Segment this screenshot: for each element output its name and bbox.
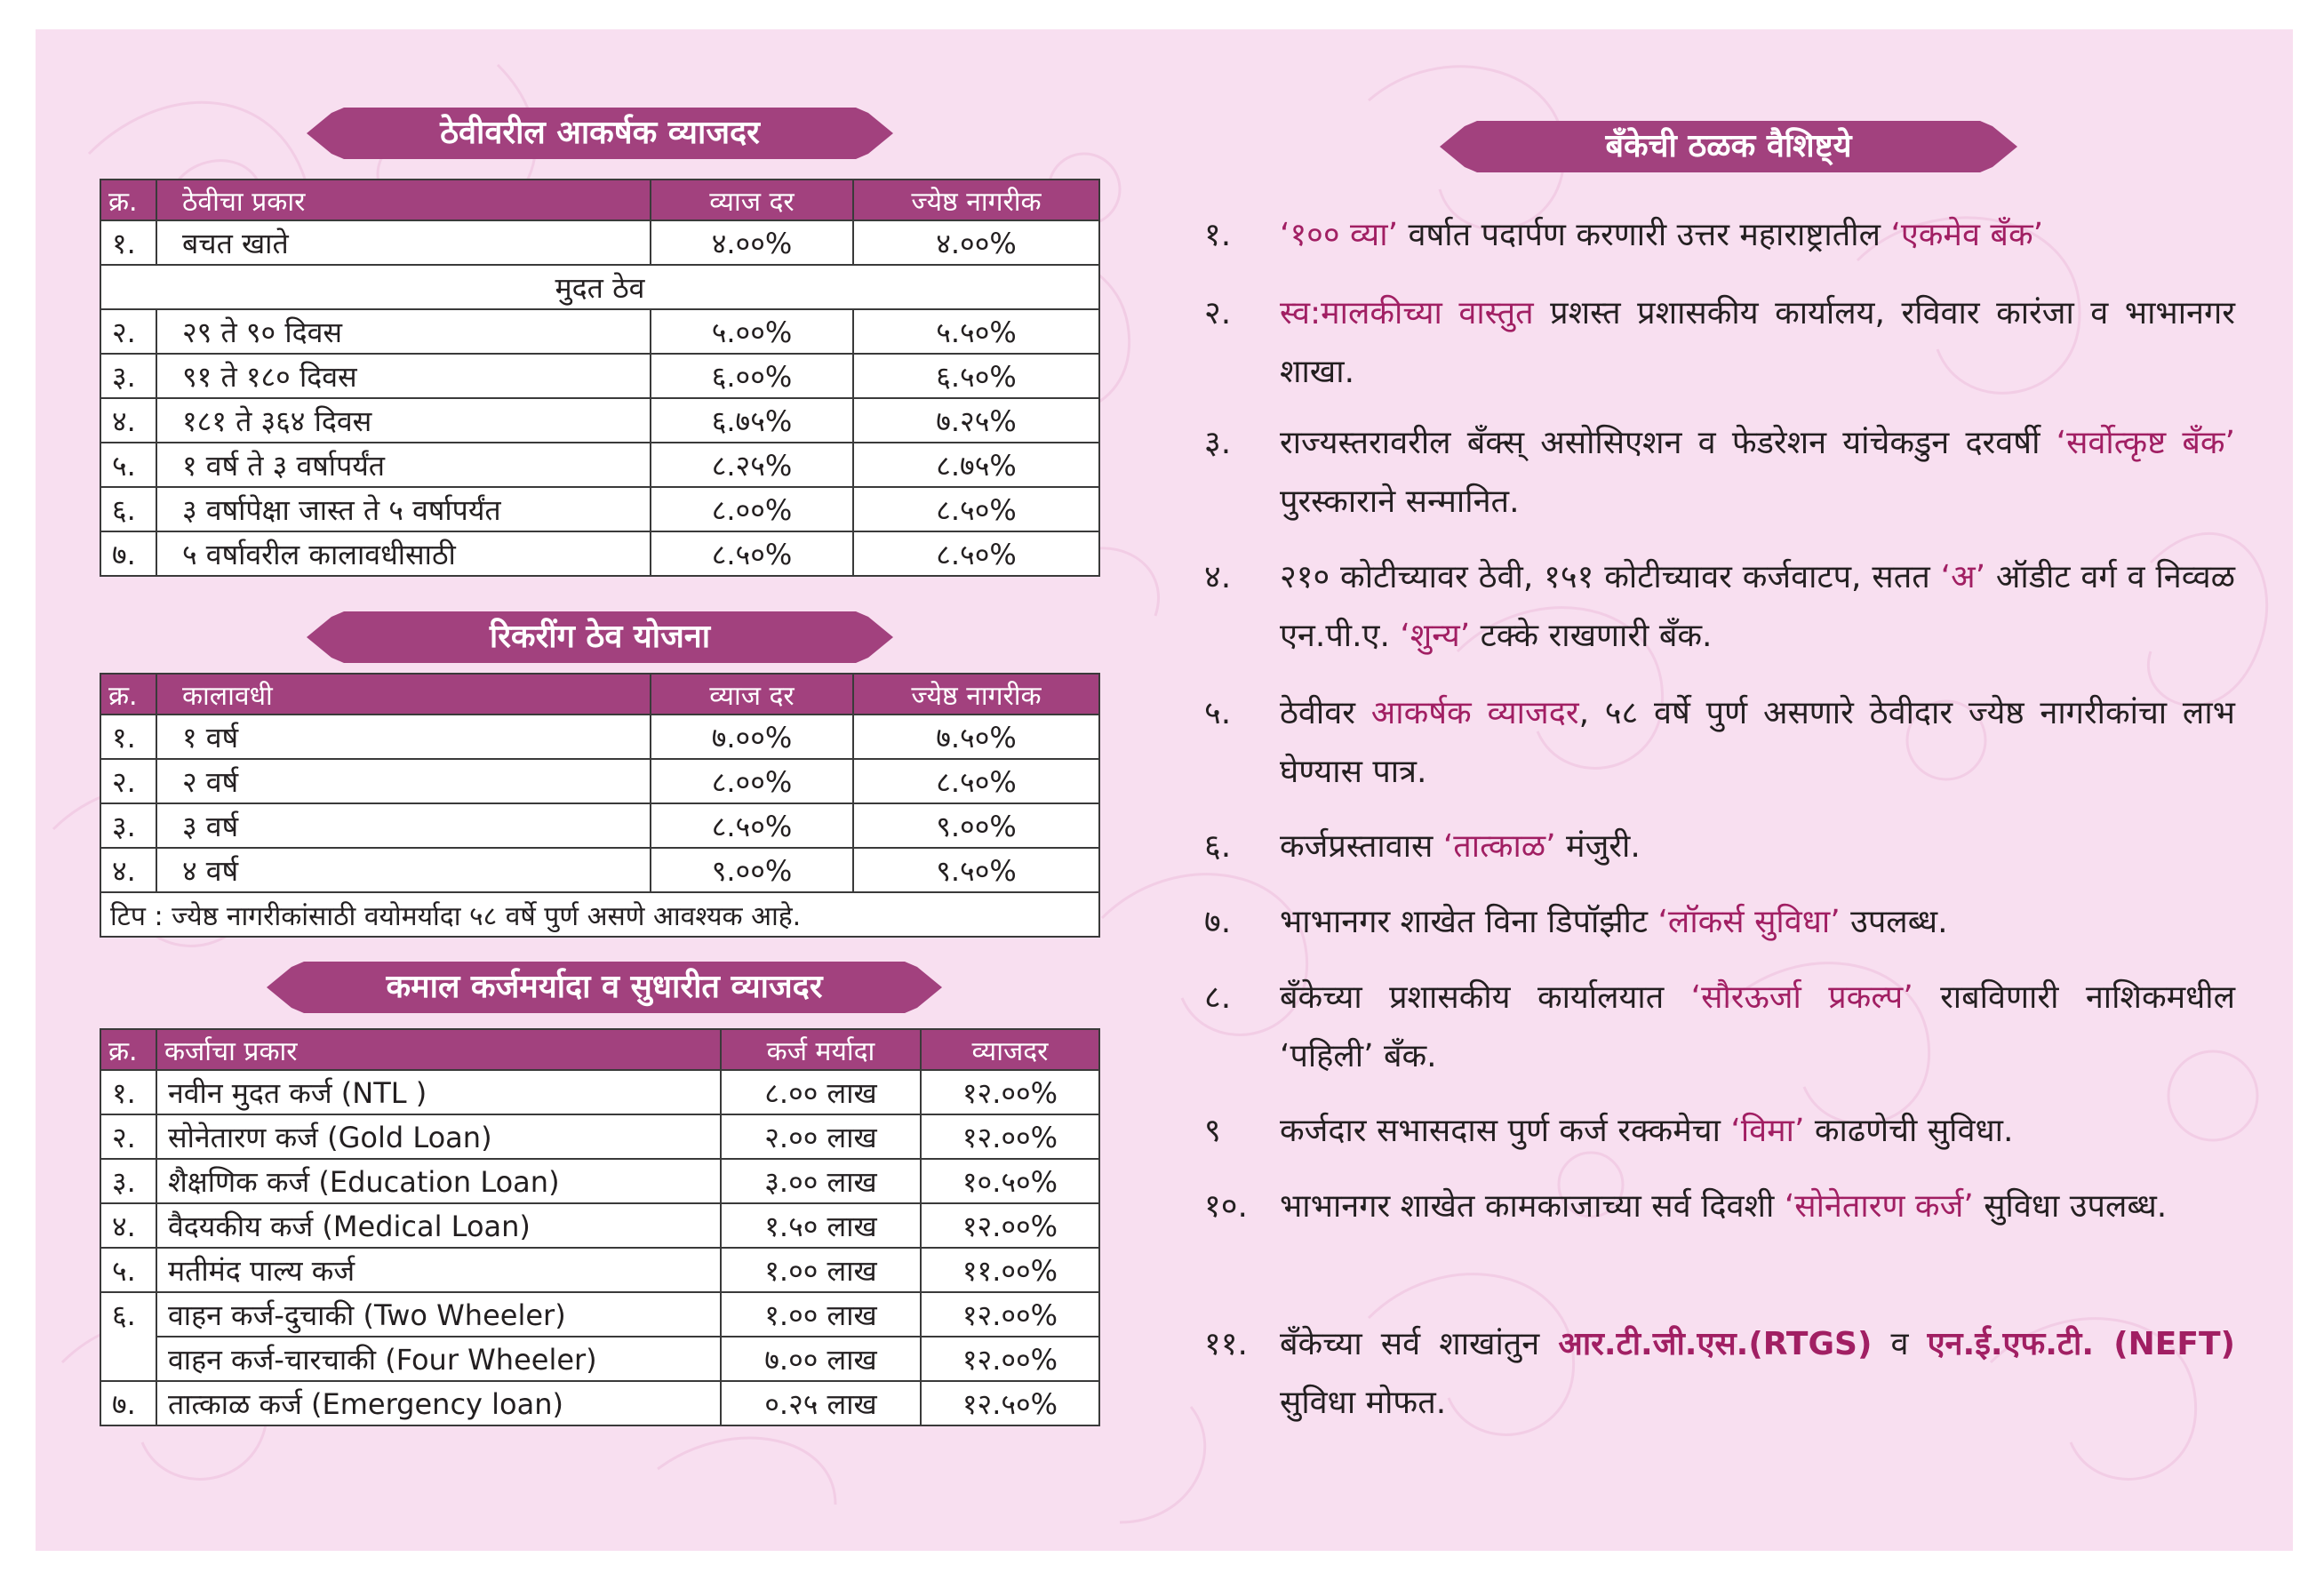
feature-item-9 [1204, 1102, 2235, 1161]
row-sno: ६. [100, 487, 156, 531]
header-type: ठेवीचा प्रकार [156, 180, 651, 220]
feature-text-part: ऑडीट वर्ग व निव्वळ एन.पी.ए. [1280, 559, 2235, 654]
table-row [100, 1159, 1099, 1203]
feature-text [1280, 684, 2235, 802]
feature-text [1280, 969, 2235, 1086]
table-row [100, 531, 1099, 576]
table-row [100, 1248, 1099, 1292]
feature-item-11 [1204, 1315, 2235, 1433]
row-limit: २.०० लाख [721, 1114, 921, 1159]
row-sno: २. [100, 309, 156, 354]
row-period: १ वर्ष [156, 715, 651, 759]
recurring-title: रिकरींग ठेव योजना [489, 619, 711, 655]
row-rate: ४.००% [651, 220, 853, 265]
row-type: सोनेतारण कर्ज (Gold Loan) [156, 1114, 721, 1159]
header-senior: ज्येष्ठ नागरीक [853, 180, 1099, 220]
row-rate: ११.००% [921, 1248, 1099, 1292]
row-rate: ५.००% [651, 309, 853, 354]
feature-highlight: ‘सोनेतारण कर्ज’ [1784, 1188, 1974, 1225]
deposit-rates-table [100, 179, 1100, 577]
feature-text-part: , ५८ वर्षे पुर्ण असणारे ठेवीदार ज्येष्ठ नागरीकांचा लाभ घेण्यास पात्र. [1280, 695, 2235, 790]
table-row [100, 1381, 1099, 1425]
row-senior: ८.७५% [853, 443, 1099, 487]
feature-text-part: काढणेची सुविधा. [1804, 1113, 2014, 1149]
feature-text-part: मंजुरी. [1555, 828, 1641, 865]
table-row [100, 309, 1099, 354]
header-sno: क्र. [100, 180, 156, 220]
row-rate: १०.५०% [921, 1159, 1099, 1203]
row-type: मतीमंद पाल्य कर्ज [156, 1248, 721, 1292]
feature-text [1280, 414, 2235, 531]
row-type: वैदयकीय कर्ज (Medical Loan) [156, 1203, 721, 1248]
row-rate: ६.००% [651, 354, 853, 398]
feature-number: २. [1204, 295, 1232, 331]
row-sno: २. [100, 759, 156, 803]
row-limit: ७.०० लाख [721, 1337, 921, 1381]
recurring-rates-table [100, 673, 1100, 938]
feature-text [1280, 206, 2235, 265]
row-type: ३ वर्षापेक्षा जास्त ते ५ वर्षापर्यंत [156, 487, 651, 531]
row-sno: १. [100, 715, 156, 759]
row-sno: ३. [100, 803, 156, 848]
feature-number: ४. [1204, 559, 1232, 595]
feature-item-4 [1204, 548, 2235, 666]
row-limit: १.०० लाख [721, 1248, 921, 1292]
feature-number: ९ [1204, 1113, 1221, 1149]
table-row [100, 1070, 1099, 1114]
feature-item-2 [1204, 284, 2235, 402]
row-limit: ३.०० लाख [721, 1159, 921, 1203]
row-period: २ वर्ष [156, 759, 651, 803]
row-rate: ८.५०% [651, 803, 853, 848]
table-row [100, 398, 1099, 443]
feature-highlight: ‘तात्काळ’ [1442, 828, 1556, 865]
row-rate: १२.००% [921, 1337, 1099, 1381]
row-type: १८१ ते ३६४ दिवस [156, 398, 651, 443]
feature-text-part: २१० कोटीच्यावर ठेवी, १५१ कोटीच्यावर कर्जवाटप, सतत [1280, 559, 1941, 595]
feature-text-part: वर्षात पदार्पण करणारी उत्तर महाराष्ट्रातील [1398, 217, 1891, 253]
row-rate: ८.००% [651, 759, 853, 803]
row-senior: ४.००% [853, 220, 1099, 265]
feature-item-8 [1204, 969, 2235, 1086]
table-row [100, 848, 1099, 892]
feature-number: १. [1204, 217, 1232, 253]
header-sno: क्र. [100, 674, 156, 715]
row-sno: ५. [100, 1248, 156, 1292]
row-period: ३ वर्ष [156, 803, 651, 848]
header-senior: ज्येष्ठ नागरीक [853, 674, 1099, 715]
features-title: बँकेची ठळक वैशिष्ट्ये [1605, 128, 1852, 164]
feature-number: १०. [1204, 1188, 1248, 1225]
table-row [100, 715, 1099, 759]
feature-text-part: राज्यस्तरावरील बँक्स् असोसिएशन व फेडरेशन यांचेकडुन दरवर्षी [1280, 425, 2056, 461]
feature-highlight: स्व:मालकीच्या वास्तुत [1280, 295, 1534, 331]
table-header-row [100, 1029, 1099, 1070]
fixed-deposit-subheader [100, 265, 1099, 309]
feature-text-part: भाभानगर शाखेत कामकाजाच्या सर्व दिवशी [1280, 1188, 1785, 1225]
feature-number: ३. [1204, 425, 1232, 461]
header-type: कर्जाचा प्रकार [156, 1029, 721, 1070]
feature-number: ६. [1204, 828, 1232, 865]
row-sno: ३. [100, 1159, 156, 1203]
feature-text-part: पुरस्काराने सन्मानित. [1280, 483, 1520, 520]
table-row [100, 443, 1099, 487]
row-senior: ५.५०% [853, 309, 1099, 354]
header-limit: कर्ज मर्यादा [721, 1029, 921, 1070]
feature-highlight: ‘लॉकर्स सुविधा’ [1657, 904, 1841, 940]
feature-text-part: कर्जप्रस्तावास [1280, 828, 1443, 865]
feature-highlight: ‘शुन्य’ [1400, 618, 1471, 654]
row-rate: ८.५०% [651, 531, 853, 576]
row-sno: २. [100, 1114, 156, 1159]
feature-number: ५. [1204, 695, 1232, 731]
table-row [100, 487, 1099, 531]
feature-item-5 [1204, 684, 2235, 802]
feature-text [1280, 893, 2235, 952]
row-sno: ४. [100, 398, 156, 443]
feature-text-part: ठेवीवर [1280, 695, 1371, 731]
feature-highlight: एन.ई.एफ.टी. (NEFT) [1927, 1326, 2235, 1362]
row-senior: ८.५०% [853, 487, 1099, 531]
feature-highlight: ‘विमा’ [1730, 1113, 1805, 1149]
table-row [100, 1337, 1099, 1381]
row-type: नवीन मुदत कर्ज (NTL ) [156, 1070, 721, 1114]
feature-highlight: आर.टी.जी.एस.(RTGS) [1558, 1326, 1873, 1362]
row-type: बचत खाते [156, 220, 651, 265]
row-rate: ९.००% [651, 848, 853, 892]
row-type: २९ ते ९० दिवस [156, 309, 651, 354]
table-row [100, 803, 1099, 848]
row-rate: ८.००% [651, 487, 853, 531]
header-sno: क्र. [100, 1029, 156, 1070]
row-period: ४ वर्ष [156, 848, 651, 892]
row-sno: ३. [100, 354, 156, 398]
row-limit: १.०० लाख [721, 1292, 921, 1337]
feature-text [1280, 1178, 2235, 1236]
feature-number: ११. [1204, 1326, 1248, 1362]
row-type: वाहन कर्ज-चारचाकी (Four Wheeler) [156, 1337, 721, 1381]
row-sno: १. [100, 220, 156, 265]
recurring-title-banner [307, 611, 893, 663]
row-rate: १२.००% [921, 1114, 1099, 1159]
row-rate: १२.००% [921, 1070, 1099, 1114]
feature-text-part: भाभानगर शाखेत विना डिपॉझीट [1280, 904, 1658, 940]
row-senior: ८.५०% [853, 531, 1099, 576]
row-type: वाहन कर्ज-दुचाकी (Two Wheeler) [156, 1292, 721, 1337]
feature-text-part: बँकेच्या सर्व शाखांतुन [1280, 1326, 1559, 1362]
row-senior: ७.५०% [853, 715, 1099, 759]
row-sno [100, 1337, 156, 1381]
fd-label: मुदत ठेव [100, 265, 1099, 309]
feature-text [1280, 1315, 2235, 1433]
row-sno: ५. [100, 443, 156, 487]
table-header-row [100, 674, 1099, 715]
header-rate: व्याज दर [651, 180, 853, 220]
table-row [100, 220, 1099, 265]
row-sno: ४. [100, 1203, 156, 1248]
row-type: १ वर्ष ते ३ वर्षापर्यंत [156, 443, 651, 487]
row-sno: ४. [100, 848, 156, 892]
row-senior: ९.५०% [853, 848, 1099, 892]
feature-item-10 [1204, 1178, 2235, 1236]
row-rate: ६.७५% [651, 398, 853, 443]
feature-text-part: प्रशस्त प्रशासकीय कार्यालय, रविवार कारंजा व भाभानगर शाखा. [1280, 295, 2235, 390]
feature-text-part: व [1872, 1326, 1928, 1362]
row-sno: ६. [100, 1292, 156, 1337]
table-row [100, 1203, 1099, 1248]
row-limit: १.५० लाख [721, 1203, 921, 1248]
feature-highlight: आकर्षक व्याजदर [1370, 695, 1579, 731]
feature-highlight: ‘एकमेव बँक’ [1890, 217, 2044, 253]
table-row [100, 1114, 1099, 1159]
row-rate: ८.२५% [651, 443, 853, 487]
table-row [100, 759, 1099, 803]
feature-text-part: सुविधा मोफत. [1280, 1385, 1447, 1421]
deposit-title-banner [307, 108, 893, 159]
row-type: ९१ ते १८० दिवस [156, 354, 651, 398]
row-type: ५ वर्षावरील कालावधीसाठी [156, 531, 651, 576]
feature-text-part: कर्जदार सभासदास पुर्ण कर्ज रक्कमेचा [1280, 1113, 1731, 1149]
feature-number: ७. [1204, 904, 1232, 940]
feature-highlight: ‘अ’ [1940, 559, 1986, 595]
row-senior: ७.२५% [853, 398, 1099, 443]
loan-title: कमाल कर्जमर्यादा व सुधारीत व्याजदर [386, 969, 823, 1005]
row-type: शैक्षणिक कर्ज (Education Loan) [156, 1159, 721, 1203]
row-rate: १२.००% [921, 1292, 1099, 1337]
feature-item-6 [1204, 818, 2235, 876]
row-limit: ८.०० लाख [721, 1070, 921, 1114]
feature-text-part: टक्के राखणारी बँक. [1470, 618, 1713, 654]
row-rate: ७.००% [651, 715, 853, 759]
feature-item-3 [1204, 414, 2235, 531]
note-row [100, 892, 1099, 937]
features-title-banner [1440, 121, 2017, 172]
table-row [100, 354, 1099, 398]
feature-item-7 [1204, 893, 2235, 952]
feature-highlight: ‘सौरऊर्जा प्रकल्प’ [1690, 979, 1913, 1016]
table-row [100, 1292, 1099, 1337]
feature-text [1280, 1102, 2235, 1161]
row-sno: ७. [100, 1381, 156, 1425]
row-senior: ६.५०% [853, 354, 1099, 398]
feature-text-part: सुविधा उपलब्ध. [1973, 1188, 2168, 1225]
row-rate: १२.००% [921, 1203, 1099, 1248]
header-rate: व्याज दर [651, 674, 853, 715]
senior-citizen-note: टिप : ज्येष्ठ नागरीकांसाठी वयोमर्यादा ५८ वर्षे पुर्ण असणे आवश्यक आहे. [100, 892, 1099, 937]
feature-text [1280, 818, 2235, 876]
feature-highlight: ‘१०० व्या’ [1280, 217, 1399, 253]
header-rate: व्याजदर [921, 1029, 1099, 1070]
header-period: कालावधी [156, 674, 651, 715]
loan-title-banner [267, 962, 942, 1013]
loan-rates-table [100, 1028, 1100, 1426]
row-sno: १. [100, 1070, 156, 1114]
row-senior: ८.५०% [853, 759, 1099, 803]
row-type: तात्काळ कर्ज (Emergency loan) [156, 1381, 721, 1425]
feature-text-part: उपलब्ध. [1840, 904, 1948, 940]
row-rate: १२.५०% [921, 1381, 1099, 1425]
row-senior: ९.००% [853, 803, 1099, 848]
feature-highlight: ‘सर्वोत्कृष्ट बँक’ [2056, 425, 2236, 461]
table-header-row [100, 180, 1099, 220]
feature-text [1280, 548, 2235, 666]
feature-text [1280, 284, 2235, 402]
feature-number: ८. [1204, 979, 1232, 1016]
feature-text-part: बँकेच्या प्रशासकीय कार्यालयात [1280, 979, 1691, 1016]
deposit-title: ठेवीवरील आकर्षक व्याजदर [440, 115, 760, 151]
feature-item-1 [1204, 206, 2235, 265]
row-sno: ७. [100, 531, 156, 576]
row-limit: ०.२५ लाख [721, 1381, 921, 1425]
feature-text-part: राबविणारी नाशिकमधील ‘पहिली’ बँक. [1280, 979, 2235, 1074]
